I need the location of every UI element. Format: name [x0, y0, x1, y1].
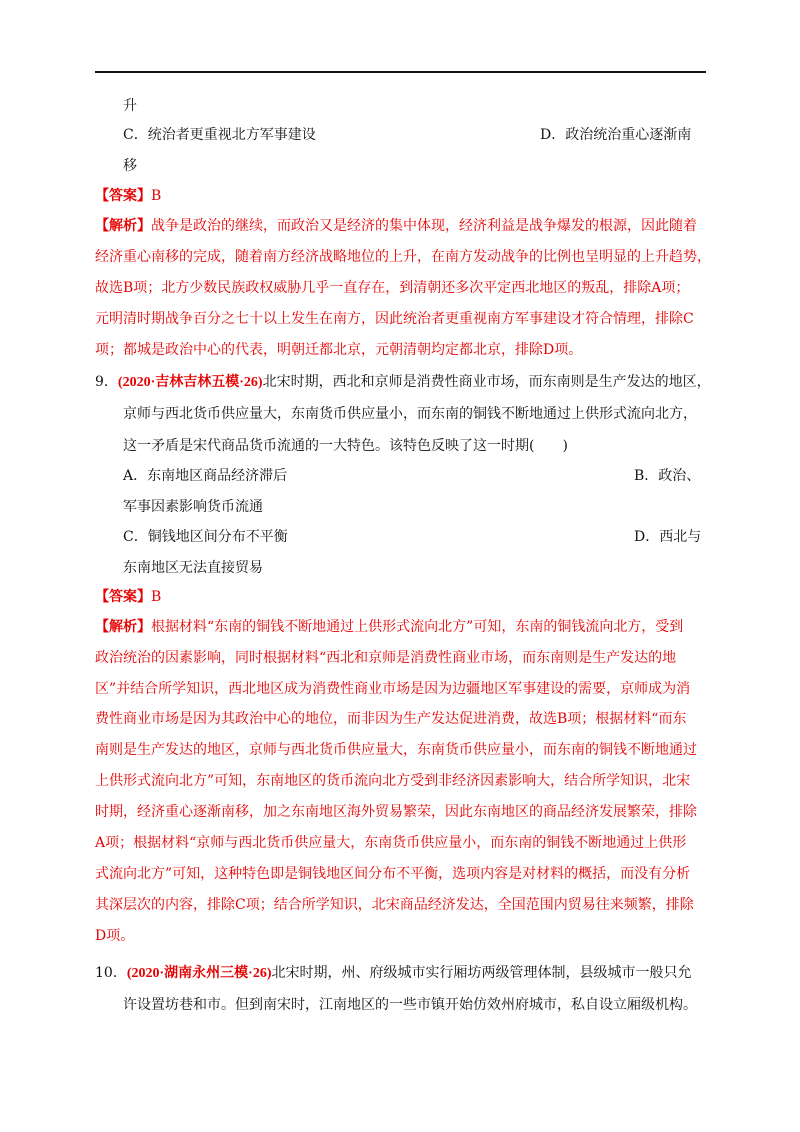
analysis-label: 【解析】	[95, 619, 151, 635]
analysis-label: 【解析】	[95, 218, 151, 234]
q8-analysis-line-4: 元明清时期战争百分之七十以上发生在南方，因此统治者更重视南方军事建设才符合情理，排除C	[95, 311, 694, 327]
q8-option-d: D．政治统治重心逐渐南	[540, 127, 692, 143]
q8-answer	[95, 186, 161, 206]
q9-analysis-line-6: 上供形式流向北方”可知，东南地区的货币流向北方受到非经济因素影响大，结合所学知识，北宋	[95, 773, 691, 789]
q9-analysis-line-8: A项；根据材料“京师与西北货币供应量大，东南货币供应量小，而东南的铜钱不断地通过上供形	[95, 835, 687, 851]
q9-analysis-line-3: 区”并结合所学知识，西北地区成为消费性商业市场是因为边疆地区军事建设的需要，京师成为消	[95, 681, 691, 697]
q9-option-d-continuation: 东南地区无法直接贸易	[123, 560, 263, 576]
q9-stem-line-3: 这一矛盾是宋代商品货币流通的一大特色。该特色反映了这一时期( )	[123, 438, 568, 454]
header-rule	[95, 71, 706, 73]
q9-option-a: A．东南地区商品经济滞后	[123, 468, 288, 484]
q8-analysis-line-2: 经济重心南移的完成，随着南方经济战略地位的上升，在南方发动战争的比例也呈明显的上升趋势，	[95, 249, 711, 265]
q10-stem-line-2: 许设置坊巷和市。但到南宋时，江南地区的一些市镇开始仿效州府城市，私自设立厢级机构。	[123, 997, 697, 1013]
q9-number: 9．	[95, 374, 118, 390]
answer-value: B	[151, 188, 162, 204]
q9-analysis-line-4: 费性商业市场是因为其政治中心的地位，而非因为生产发达促进消费，故选B项；根据材料“而东	[95, 711, 687, 727]
q8-analysis-line-3: 故选B项；北方少数民族政权威胁几乎一直存在，到清朝还多次平定西北地区的叛乱，排除A项；	[95, 280, 690, 296]
q9-analysis-line-11: D项。	[95, 928, 135, 944]
q9-option-b-continuation: 军事因素影响货币流通	[123, 499, 263, 515]
q9-option-c: C．铜钱地区间分布不平衡	[123, 529, 288, 545]
analysis-text: 战争是政治的继续，而政治又是经济的集中体现，经济利益是战争爆发的根源，因此随着	[151, 218, 697, 234]
answer-label: 【答案】	[95, 188, 151, 204]
q9-source: (2020·吉林吉林五模·26)	[117, 375, 263, 390]
q9-analysis-line-9: 式流向北方”可知，这种特色即是铜钱地区间分布不平衡，选项内容是对材料的概括，而没有分析	[95, 866, 691, 882]
analysis-text: 根据材料“东南的铜钱不断地通过上供形式流向北方”可知，东南的铜钱流向北方，受到	[151, 619, 684, 635]
q9-analysis-line-7: 时期，经济重心逐渐南移，加之东南地区海外贸易繁荣，因此东南地区的商品经济发展繁荣，排除	[95, 804, 697, 820]
q8-option-c: C．统治者更重视北方军事建设	[123, 127, 316, 143]
q9-stem-line-2: 京师与西北货币供应量大，东南货币供应量小，而东南的铜钱不断地通过上供形式流向北方，	[123, 406, 697, 422]
answer-value: B	[151, 589, 162, 605]
answer-label: 【答案】	[95, 589, 151, 605]
q9-answer	[95, 587, 161, 607]
q10-stem-line-1	[95, 963, 692, 984]
q9-analysis-line-2: 政治统治的因素影响，同时根据材料“西北和京师是消费性商业市场，而东南则是生产发达的地	[95, 650, 677, 666]
q10-source: (2020·湖南永州三模·26)	[126, 966, 272, 981]
q9-stem-text: 北宋时期，西北和京师是消费性商业市场，而东南则是生产发达的地区，	[262, 374, 711, 390]
q8-option-d-continuation: 移	[123, 158, 137, 174]
q10-number: 10．	[95, 965, 127, 981]
q8-analysis-line-5: 项；都城是政治中心的代表，明朝迁都北京，元朝清朝均定都北京，排除D项。	[95, 342, 583, 358]
q9-option-d: D．西北与	[634, 529, 702, 545]
q9-analysis-line-10: 其深层次的内容，排除C项；结合所学知识，北宋商品经济发达，全国范围内贸易往来频繁，排除	[95, 897, 694, 913]
q9-analysis-line-5: 南则是生产发达的地区，京师与西北货币供应量大，东南货币供应量小，而东南的铜钱不断地通过	[95, 742, 697, 758]
q10-stem-text: 北宋时期，州、府级城市实行厢坊两级管理体制，县级城市一般只允	[271, 965, 692, 981]
q9-option-b: B．政治、	[634, 468, 701, 484]
q9-analysis-line-1	[95, 617, 683, 637]
q8-analysis-line-1	[95, 216, 697, 236]
q9-stem-line-1	[95, 372, 711, 393]
q8-option-b-continuation: 升	[123, 98, 137, 114]
